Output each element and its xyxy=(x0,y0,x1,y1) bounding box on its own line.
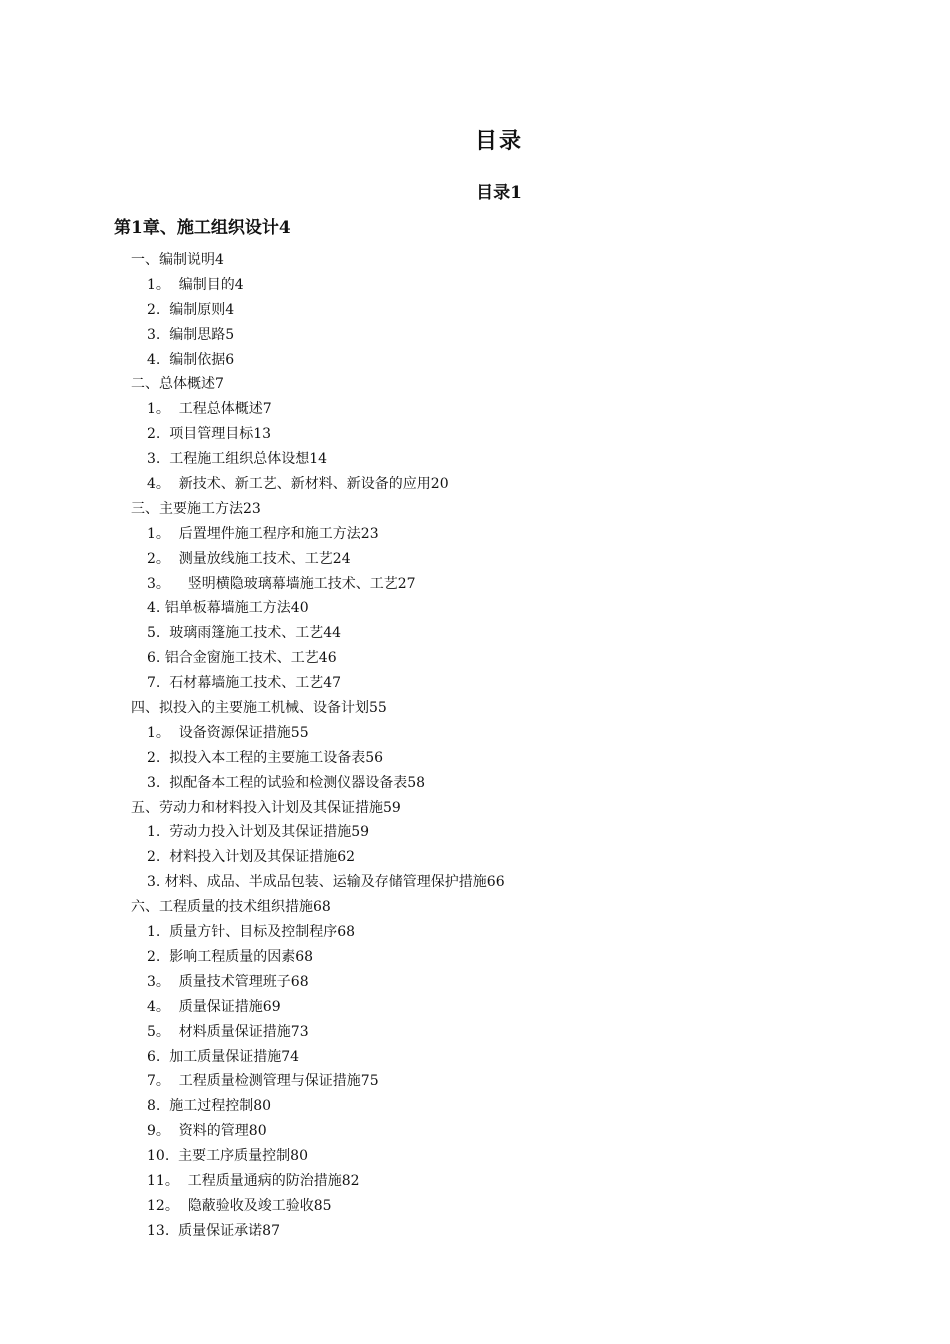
toc-subsection-entry[interactable]: 1。 编制目的4 xyxy=(147,276,244,293)
toc-subsection-entry[interactable]: 3。 质量技术管理班子68 xyxy=(147,973,309,990)
toc-section-entry[interactable]: 四、拟投入的主要施工机械、设备计划55 xyxy=(131,700,387,717)
toc-title: 目录1 xyxy=(476,183,522,203)
toc-subsection-entry[interactable]: 10. 主要工序质量控制80 xyxy=(147,1148,308,1165)
toc-subsection-entry[interactable]: 2. 拟投入本工程的主要施工设备表56 xyxy=(147,749,384,766)
toc-subsection-entry[interactable]: 1。 设备资源保证措施55 xyxy=(147,724,309,741)
toc-subsection-entry[interactable]: 12。 隐蔽验收及竣工验收85 xyxy=(147,1197,332,1214)
toc-subsection-entry[interactable]: 2. 编制原则4 xyxy=(147,301,235,318)
toc-subsection-entry[interactable]: 1. 质量方针、目标及控制程序68 xyxy=(147,924,356,941)
toc-section-entry[interactable]: 二、总体概述7 xyxy=(131,376,224,393)
toc-subsection-entry[interactable]: 2. 材料投入计划及其保证措施62 xyxy=(147,849,356,866)
toc-subsection-entry[interactable]: 11。 工程质量通病的防治措施82 xyxy=(147,1172,360,1189)
toc-list xyxy=(0,248,950,1244)
toc-subsection-entry[interactable]: 13. 质量保证承诺87 xyxy=(147,1222,280,1239)
toc-section-entry[interactable]: 五、劳动力和材料投入计划及其保证措施59 xyxy=(131,799,401,816)
toc-subsection-entry[interactable]: 3. 拟配备本工程的试验和检测仪器设备表58 xyxy=(147,774,426,791)
toc-subsection-entry[interactable]: 7。 工程质量检测管理与保证措施75 xyxy=(147,1073,379,1090)
toc-subsection-entry[interactable]: 6. 铝合金窗施工技术、工艺46 xyxy=(147,650,337,667)
toc-section-entry[interactable]: 三、主要施工方法23 xyxy=(131,500,261,517)
toc-subsection-entry[interactable]: 1。 后置埋件施工程序和施工方法23 xyxy=(147,525,379,542)
toc-subsection-entry[interactable]: 4。 新技术、新工艺、新材料、新设备的应用20 xyxy=(147,476,449,493)
toc-subsection-entry[interactable]: 2. 项目管理目标13 xyxy=(147,426,272,443)
toc-subsection-entry[interactable]: 4. 铝单板幕墙施工方法40 xyxy=(147,600,309,617)
page-title: 目录 xyxy=(474,128,523,154)
toc-section-entry[interactable]: 六、工程质量的技术组织措施68 xyxy=(131,899,331,916)
toc-subsection-entry[interactable]: 6. 加工质量保证措施74 xyxy=(147,1048,300,1065)
toc-subsection-entry[interactable]: 1。 工程总体概述7 xyxy=(147,401,272,418)
toc-subsection-entry[interactable]: 9。 资料的管理80 xyxy=(147,1123,267,1140)
toc-subsection-entry[interactable]: 4. 编制依据6 xyxy=(147,351,235,368)
toc-subsection-entry[interactable]: 7. 石材幕墙施工技术、工艺47 xyxy=(147,675,342,692)
toc-subsection-entry[interactable]: 3. 工程施工组织总体设想14 xyxy=(147,451,328,468)
toc-subsection-entry[interactable]: 2。 测量放线施工技术、工艺24 xyxy=(147,550,351,567)
toc-subsection-entry[interactable]: 3。 竖明横隐玻璃幕墙施工技术、工艺27 xyxy=(147,575,416,592)
toc-subsection-entry[interactable]: 8. 施工过程控制80 xyxy=(147,1098,272,1115)
toc-subsection-entry[interactable]: 2. 影响工程质量的因素68 xyxy=(147,948,314,965)
toc-subsection-entry[interactable]: 5. 玻璃雨篷施工技术、工艺44 xyxy=(147,625,342,642)
toc-subsection-entry[interactable]: 1. 劳动力投入计划及其保证措施59 xyxy=(147,824,370,841)
toc-subsection-entry[interactable]: 5。 材料质量保证措施73 xyxy=(147,1023,309,1040)
toc-subsection-entry[interactable]: 3. 材料、成品、半成品包装、运输及存储管理保护措施66 xyxy=(147,874,505,891)
toc-subsection-entry[interactable]: 3. 编制思路5 xyxy=(147,326,235,343)
toc-section-entry[interactable]: 一、编制说明4 xyxy=(131,252,224,268)
toc-subsection-entry[interactable]: 4。 质量保证措施69 xyxy=(147,998,281,1015)
chapter-heading: 第1章、施工组织设计4 xyxy=(114,218,291,238)
